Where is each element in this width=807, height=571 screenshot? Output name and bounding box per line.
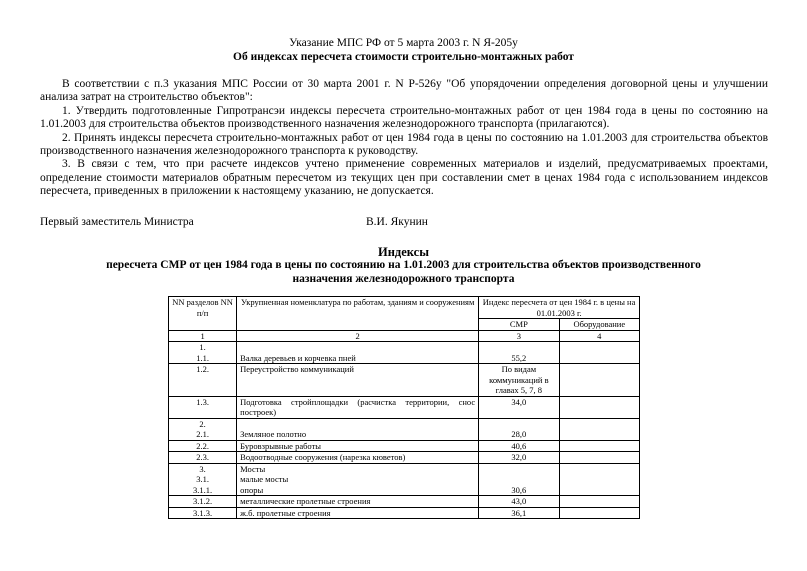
row-num: 2. (199, 418, 206, 429)
table-row (169, 452, 640, 464)
appendix-subtitle: пересчета СМР от цен 1984 года в цены по состоянию на 1.01.2003 для строительства объектов производственного назначения железнодорожного транспорта (106, 259, 701, 285)
table-row (169, 342, 640, 364)
document-body (40, 78, 768, 199)
document-subtitle: Об индексах пересчета стоимости строительно-монтажных работ (233, 51, 574, 63)
row-name: Валка деревьев и корчевка пней (240, 352, 356, 363)
header-smr: СМР (479, 319, 559, 331)
row-equip (559, 396, 639, 418)
row-name: малые мосты (240, 474, 289, 484)
col-number-4: 4 (559, 330, 639, 342)
table-row (169, 496, 640, 508)
table-row (169, 463, 640, 496)
document-title: Указание МПС РФ от 5 марта 2003 г. N Я-205у (289, 37, 518, 49)
table-header-row (169, 297, 640, 319)
appendix-title: Индексы (378, 245, 429, 259)
index-table (168, 296, 640, 519)
row-equip (559, 342, 639, 364)
col-number-3: 3 (479, 330, 559, 342)
row-name: Буровзрывные работы (237, 440, 479, 452)
table-row (169, 440, 640, 452)
row-num: 3. (199, 463, 206, 474)
row-smr: 32,0 (479, 452, 559, 464)
header-index: Индекс пересчета от цен 1984 г. в цены на 01.01.2003 г. (479, 297, 640, 319)
row-name: Переустройство коммуникаций (237, 364, 479, 397)
row-equip (559, 440, 639, 452)
row-name: Земляное полотно (240, 429, 307, 439)
row-equip (559, 463, 639, 496)
row-smr: 55,2 (511, 352, 527, 363)
row-num: 2.2. (169, 440, 237, 452)
paragraph-2: 2. Принять индексы пересчета строительно-монтажных работ от цен 1984 года в цены по состоянию на 1.01.2003 для строительства объектов производственного назначения железнодорожного транспорта к руководству. (40, 131, 768, 158)
row-smr: 34,0 (479, 396, 559, 418)
header-name: Укрупненная номенклатура по работам, зданиям и сооружениям (237, 297, 479, 331)
table-numbering-row (169, 330, 640, 342)
row-num: 2.1. (196, 429, 209, 439)
row-equip (559, 364, 639, 397)
row-smr: 43,0 (479, 496, 559, 508)
table-row (169, 418, 640, 440)
col-number-1: 1 (169, 330, 237, 342)
row-num: 3.1.2. (169, 496, 237, 508)
row-num: 3.1.3. (169, 507, 237, 519)
paragraph-1: 1. Утвердить подготовленные Гипротрансэи индексы пересчета строительно-монтажных работ от цен 1984 года в цены по состоянию на 1.01.2003 для строительства объектов производственного назначения железнодорожного транспорта (прилагаются). (40, 104, 768, 131)
paragraph-3: 3. В связи с тем, что при расчете индексов учтено применение современных материалов и изделий, предусматриваемых проектами, определение стоимости материалов обратным пересчетом из текущих цен при составлении смет в ценах 1984 года с использованием индексов пересчета, приведенных в приложении к настоящему указанию, не допускается. (40, 158, 768, 198)
row-name: Водоотводные сооружения (нарезка кюветов) (237, 452, 479, 464)
row-smr: 40,6 (479, 440, 559, 452)
header-equipment: Оборудование (559, 319, 639, 331)
row-equip (559, 452, 639, 464)
row-name: Мосты (240, 463, 266, 474)
row-name: металлические пролетные строения (237, 496, 479, 508)
row-smr: 30,6 (511, 484, 527, 495)
header-num: NN разделов NN п/п (169, 297, 237, 331)
table-row (169, 364, 640, 397)
row-num: 3.1.1. (193, 484, 213, 495)
row-num: 1.1. (196, 352, 209, 363)
table-row (169, 396, 640, 418)
col-number-2: 2 (237, 330, 479, 342)
row-smr: 36,1 (479, 507, 559, 519)
row-name: опоры (240, 484, 264, 495)
row-num: 3.1. (196, 474, 209, 484)
paragraph-intro: В соответствии с п.3 указания МПС России от 30 марта 2001 г. N Р-526у "Об упорядочении определения договорной цены и улучшении анализа затрат на строительство объектов": (40, 78, 768, 104)
row-num: 1.3. (169, 396, 237, 418)
row-name: Подготовка стройплощадки (расчистка территории, снос построек) (237, 396, 479, 418)
row-equip (559, 507, 639, 519)
row-name: ж.б. пролетные строения (237, 507, 479, 519)
signature-position: Первый заместитель Министра (40, 216, 194, 228)
row-num: 1.2. (169, 364, 237, 397)
row-equip (559, 496, 639, 508)
table-row (169, 507, 640, 519)
row-smr: По видам коммуникаций в главах 5, 7, 8 (479, 364, 559, 397)
signature-name: В.И. Якунин (366, 216, 428, 228)
row-equip (559, 418, 639, 440)
row-num: 2.3. (169, 452, 237, 464)
row-num: 1. (199, 342, 206, 352)
row-smr: 28,0 (511, 429, 527, 439)
